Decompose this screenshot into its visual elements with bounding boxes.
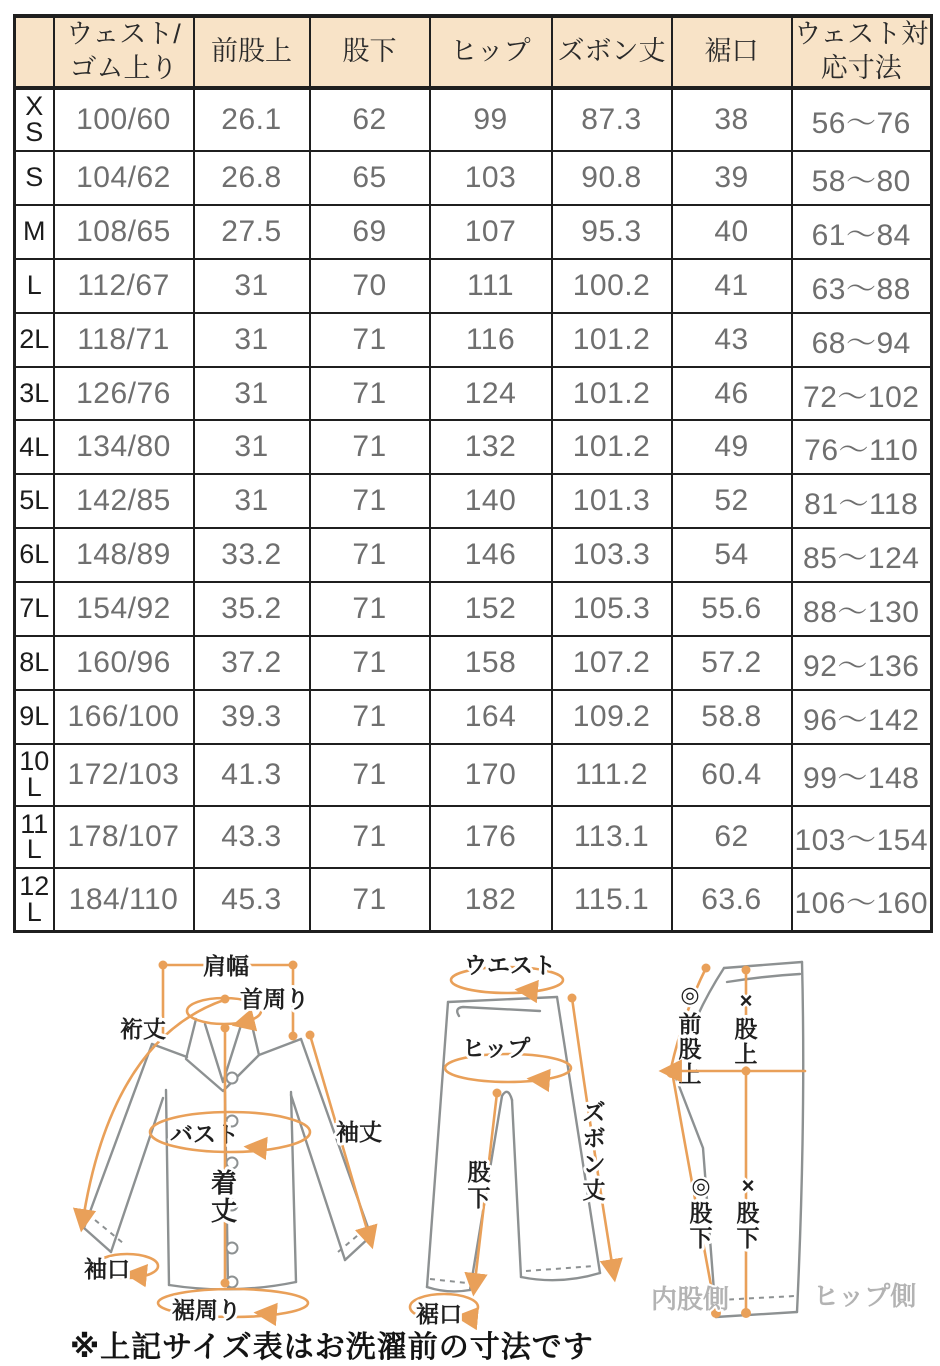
size-row-11L [15, 806, 932, 868]
size-value-cell: 45.3 [194, 868, 310, 931]
size-row-9L [15, 690, 932, 744]
size-table-body [15, 88, 932, 932]
size-value-cell: 113.1 [552, 806, 672, 868]
size-label: 2L [15, 313, 54, 367]
size-value-cell: 87.3 [552, 88, 672, 152]
size-value-cell: 49 [672, 420, 792, 474]
size-row-3L [15, 367, 932, 421]
size-value-cell: 62 [672, 806, 792, 868]
size-value-cell: 39.3 [194, 690, 310, 744]
pants-hem-label: 裾口 [416, 1301, 462, 1327]
size-row-5L [15, 474, 932, 528]
shirt-neck-label: 首周り [240, 986, 309, 1012]
pants-side-inseam-b-mark: × [741, 1173, 755, 1198]
size-value-cell: 103 [430, 151, 552, 205]
size-value-cell: 31 [194, 313, 310, 367]
size-table [13, 14, 933, 933]
pants-side-inner-caption: 内股側 [651, 1284, 730, 1314]
size-label: XS [15, 88, 54, 152]
size-value-cell: 40 [672, 205, 792, 259]
size-row-M [15, 205, 932, 259]
size-value-cell: 41 [672, 259, 792, 313]
size-value-cell: 71 [310, 868, 430, 931]
size-value-cell: 164 [430, 690, 552, 744]
header-waist-elastic: ウェスト/ゴム上り [54, 16, 194, 88]
size-value-cell: 134/80 [54, 420, 194, 474]
size-value-cell: 52 [672, 474, 792, 528]
size-value-cell: 46 [672, 367, 792, 421]
size-value-cell: 90.8 [552, 151, 672, 205]
pants-side-rise-label: 股上 [734, 1016, 758, 1067]
size-value-cell: 26.1 [194, 88, 310, 152]
size-value-cell: 105.3 [552, 582, 672, 636]
size-value-cell: 33.2 [194, 528, 310, 582]
size-row-10L [15, 744, 932, 806]
size-label: 9L [15, 690, 54, 744]
size-value-cell: 111.2 [552, 744, 672, 806]
pants-length-label: ズボン丈 [582, 1099, 606, 1203]
size-value-cell: 56〜76 [792, 88, 932, 152]
size-value-cell: 88〜130 [792, 582, 932, 636]
size-value-cell: 57.2 [672, 636, 792, 690]
size-value-cell: 41.3 [194, 744, 310, 806]
size-row-8L [15, 636, 932, 690]
size-value-cell: 71 [310, 528, 430, 582]
size-value-cell: 118/71 [54, 313, 194, 367]
size-value-cell: 71 [310, 744, 430, 806]
size-row-XS [15, 88, 932, 152]
shirt-bust-label: バスト [170, 1121, 239, 1147]
size-value-cell: 43 [672, 313, 792, 367]
size-value-cell: 58〜80 [792, 151, 932, 205]
shirt-shoulder-width-label: 肩幅 [203, 953, 249, 979]
size-value-cell: 65 [310, 151, 430, 205]
size-value-cell: 92〜136 [792, 636, 932, 690]
shirt-sleeve-label: 袖丈 [336, 1119, 382, 1145]
size-value-cell: 95.3 [552, 205, 672, 259]
header-waist-range: ウェスト対応寸法 [792, 16, 932, 88]
size-value-cell: 69 [310, 205, 430, 259]
size-label: 6L [15, 528, 54, 582]
size-value-cell: 58.8 [672, 690, 792, 744]
size-value-cell: 182 [430, 868, 552, 931]
size-value-cell: 39 [672, 151, 792, 205]
size-value-cell: 61〜84 [792, 205, 932, 259]
size-value-cell: 115.1 [552, 868, 672, 931]
size-value-cell: 71 [310, 806, 430, 868]
size-label: 7L [15, 582, 54, 636]
pants-waist-label: ウエスト [464, 952, 556, 978]
size-value-cell: 76〜110 [792, 420, 932, 474]
size-value-cell: 31 [194, 367, 310, 421]
shirt-cuff-label: 袖口 [84, 1256, 130, 1282]
size-value-cell: 71 [310, 474, 430, 528]
size-value-cell: 160/96 [54, 636, 194, 690]
size-row-S [15, 151, 932, 205]
header-corner-cell [15, 16, 54, 88]
size-value-cell: 108/65 [54, 205, 194, 259]
size-value-cell: 96〜142 [792, 690, 932, 744]
size-value-cell: 103.3 [552, 528, 672, 582]
pants-side-inseam-b-label: 股下 [736, 1200, 760, 1251]
shirt-yuki-label: 裄丈 [120, 1016, 166, 1042]
size-value-cell: 109.2 [552, 690, 672, 744]
size-value-cell: 103〜154 [792, 806, 932, 868]
size-row-7L [15, 582, 932, 636]
size-label: 11L [15, 806, 54, 868]
size-value-cell: 112/67 [54, 259, 194, 313]
pants-hip-label: ヒップ [462, 1035, 531, 1061]
size-value-cell: 31 [194, 420, 310, 474]
size-value-cell: 111 [430, 259, 552, 313]
size-table-container [13, 14, 930, 933]
size-value-cell: 63.6 [672, 868, 792, 931]
pants-inseam-label: 股下 [467, 1159, 491, 1211]
size-value-cell: 172/103 [54, 744, 194, 806]
size-value-cell: 70 [310, 259, 430, 313]
size-value-cell: 100/60 [54, 88, 194, 152]
pants-side-diagram [651, 962, 916, 1318]
shirt-diagram [82, 953, 382, 1323]
size-value-cell: 101.2 [552, 313, 672, 367]
pants-front-diagram [410, 952, 614, 1327]
pants-side-hip-caption: ヒップ側 [813, 1281, 917, 1311]
pants-side-inseam-a-label: 股下 [689, 1200, 713, 1251]
size-row-6L [15, 528, 932, 582]
size-label: 8L [15, 636, 54, 690]
size-value-cell: 71 [310, 582, 430, 636]
size-value-cell: 63〜88 [792, 259, 932, 313]
size-value-cell: 176 [430, 806, 552, 868]
size-value-cell: 27.5 [194, 205, 310, 259]
size-value-cell: 81〜118 [792, 474, 932, 528]
size-label: S [15, 151, 54, 205]
size-value-cell: 60.4 [672, 744, 792, 806]
pre-wash-note: ※上記サイズ表はお洗濯前の寸法です [70, 1331, 594, 1364]
size-value-cell: 99〜148 [792, 744, 932, 806]
size-value-cell: 166/100 [54, 690, 194, 744]
size-value-cell: 37.2 [194, 636, 310, 690]
size-value-cell: 71 [310, 420, 430, 474]
size-value-cell: 148/89 [54, 528, 194, 582]
shirt-body-length-label: 着丈 [210, 1168, 238, 1226]
size-value-cell: 101.3 [552, 474, 672, 528]
size-value-cell: 126/76 [54, 367, 194, 421]
size-value-cell: 38 [672, 88, 792, 152]
size-value-cell: 100.2 [552, 259, 672, 313]
size-value-cell: 71 [310, 690, 430, 744]
header-front-rise: 前股上 [194, 16, 310, 88]
size-value-cell: 178/107 [54, 806, 194, 868]
shirt-hem-around-label: 裾周り [172, 1297, 241, 1323]
size-value-cell: 146 [430, 528, 552, 582]
size-value-cell: 71 [310, 367, 430, 421]
size-value-cell: 85〜124 [792, 528, 932, 582]
size-value-cell: 99 [430, 88, 552, 152]
size-row-2L [15, 313, 932, 367]
size-label: M [15, 205, 54, 259]
pants-side-front-rise-mark: ◎ [680, 982, 700, 1007]
size-label: 12L [15, 868, 54, 931]
size-value-cell: 158 [430, 636, 552, 690]
size-row-L [15, 259, 932, 313]
size-table-header [15, 16, 932, 88]
size-label: 3L [15, 367, 54, 421]
size-value-cell: 26.8 [194, 151, 310, 205]
size-value-cell: 101.2 [552, 420, 672, 474]
size-value-cell: 71 [310, 313, 430, 367]
header-pants-length: ズボン丈 [552, 16, 672, 88]
size-label: 5L [15, 474, 54, 528]
size-value-cell: 140 [430, 474, 552, 528]
size-value-cell: 101.2 [552, 367, 672, 421]
size-value-cell: 68〜94 [792, 313, 932, 367]
header-inseam: 股下 [310, 16, 430, 88]
size-value-cell: 35.2 [194, 582, 310, 636]
size-value-cell: 170 [430, 744, 552, 806]
pants-side-inseam-a-mark: ◎ [691, 1173, 711, 1198]
measurement-diagrams [0, 940, 940, 1360]
size-value-cell: 132 [430, 420, 552, 474]
pants-side-front-rise-label: 前股上 [678, 1011, 702, 1087]
size-row-4L [15, 420, 932, 474]
size-value-cell: 31 [194, 474, 310, 528]
size-value-cell: 71 [310, 636, 430, 690]
size-value-cell: 152 [430, 582, 552, 636]
size-value-cell: 184/110 [54, 868, 194, 931]
size-value-cell: 55.6 [672, 582, 792, 636]
size-value-cell: 72〜102 [792, 367, 932, 421]
size-value-cell: 106〜160 [792, 868, 932, 931]
header-hip: ヒップ [430, 16, 552, 88]
size-value-cell: 107 [430, 205, 552, 259]
size-value-cell: 124 [430, 367, 552, 421]
size-value-cell: 154/92 [54, 582, 194, 636]
size-value-cell: 54 [672, 528, 792, 582]
size-label: L [15, 259, 54, 313]
size-row-12L [15, 868, 932, 931]
size-value-cell: 107.2 [552, 636, 672, 690]
size-value-cell: 43.3 [194, 806, 310, 868]
size-label: 4L [15, 420, 54, 474]
size-value-cell: 116 [430, 313, 552, 367]
size-value-cell: 62 [310, 88, 430, 152]
header-hem: 裾口 [672, 16, 792, 88]
size-value-cell: 104/62 [54, 151, 194, 205]
size-value-cell: 142/85 [54, 474, 194, 528]
size-label: 10L [15, 744, 54, 806]
pants-side-rise-mark: × [739, 988, 753, 1013]
size-value-cell: 31 [194, 259, 310, 313]
